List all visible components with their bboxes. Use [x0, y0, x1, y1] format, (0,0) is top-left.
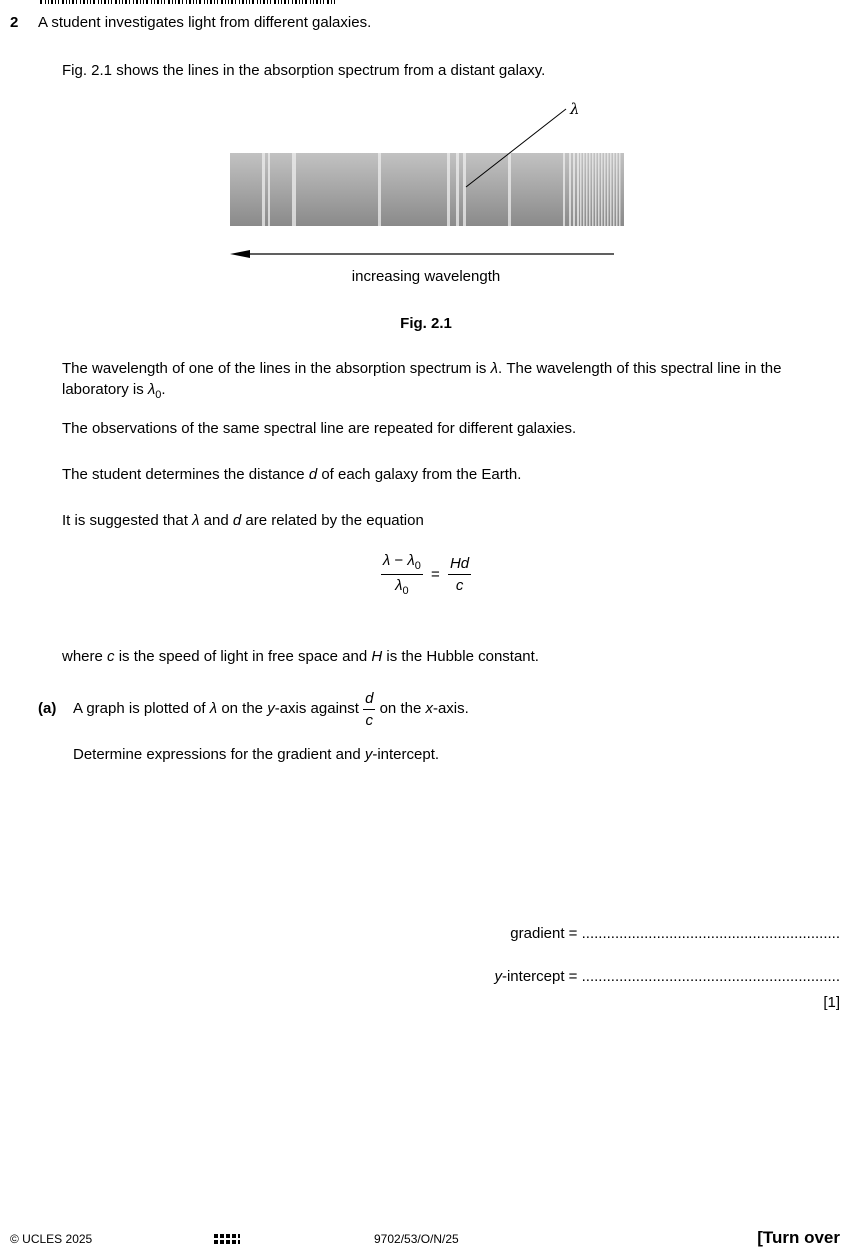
part-a-label: (a) — [38, 700, 57, 717]
gradient-dots[interactable]: .............................................................. — [581, 925, 840, 942]
question-intro: A student investigates light from different galaxies. — [38, 14, 372, 31]
spectral-line — [268, 153, 270, 226]
spectral-line — [607, 153, 609, 226]
paragraph-wavelength: The wavelength of one of the lines in the absorption spectrum is λ. The wavelength of this spectral line in the laboratory is $\lambda_0$. — [62, 360, 782, 401]
paragraph-equation-intro: It is suggested that λ and d are related by the equation — [62, 512, 424, 529]
gradient-answer-line[interactable] — [510, 925, 840, 942]
marks-indicator: [1] — [823, 994, 840, 1011]
spectral-line — [601, 153, 603, 226]
spectral-line — [613, 153, 615, 226]
wavelength-arrow-head — [230, 250, 250, 258]
equation-left-fraction: $\frac{\lambda - \lambda_0}{\lambda_0}$ — [382, 552, 421, 597]
spectral-line — [616, 153, 618, 226]
spectral-line — [447, 153, 450, 226]
spectral-line — [563, 153, 565, 226]
equation-right-fraction: $\frac{Hd}{c}$ — [449, 555, 470, 594]
figure-intro: Fig. 2.1 shows the lines in the absorption spectrum from a distant galaxy. — [62, 62, 546, 79]
footer-copyright: © UCLES 2025 — [10, 1232, 93, 1246]
footer-paper-code: 9702/53/O/N/25 — [374, 1232, 459, 1246]
part-a-statement: A graph is plotted of λ on the y-axis against $\frac{d}{c}$ on the x-axis. — [73, 689, 469, 729]
spectral-line — [292, 153, 296, 226]
spectral-line — [508, 153, 511, 226]
intercept-answer-line[interactable]: y-intercept = .............................................................. — [494, 968, 840, 985]
question-number: 2 — [10, 14, 19, 31]
spectral-line — [577, 153, 579, 226]
spectral-line — [619, 153, 621, 226]
spectral-line — [262, 153, 265, 226]
lambda-label: λ — [570, 100, 580, 118]
intercept-dots[interactable]: .............................................................. — [581, 968, 840, 985]
spectral-line — [589, 153, 591, 226]
spectral-line — [595, 153, 597, 226]
hubble-equation: $\frac{\lambda - \lambda_0}{\lambda_0}$ = $\frac{Hd}{c}$ — [382, 552, 470, 597]
header-barcode — [40, 0, 340, 4]
spectral-line — [610, 153, 612, 226]
paragraph-distance: The student determines the distance d of each galaxy from the Earth. — [62, 466, 522, 483]
spectral-line — [580, 153, 582, 226]
absorption-spectrum-figure — [0, 95, 852, 270]
d-over-c-fraction: $\frac{d}{c}$ — [365, 689, 374, 729]
footer-qr-code — [214, 1232, 240, 1244]
figure-caption: Fig. 2.1 — [400, 315, 452, 332]
spectral-line — [463, 153, 466, 226]
part-a-instruction: Determine expressions for the gradient and y-intercept. — [73, 746, 440, 763]
spectral-line — [573, 153, 575, 226]
gradient-label: gradient = — [510, 925, 582, 942]
spectral-line — [592, 153, 594, 226]
spectral-line — [604, 153, 606, 226]
spectral-line — [586, 153, 588, 226]
spectral-line — [598, 153, 600, 226]
arrow-label: increasing wavelength — [351, 268, 501, 285]
spectral-line — [583, 153, 585, 226]
footer-turn-over: [Turn over — [757, 1228, 840, 1247]
paragraph-constants: where c is the speed of light in free space and H is the Hubble constant. — [62, 648, 539, 665]
spectral-line — [569, 153, 571, 226]
paragraph-repeated: The observations of the same spectral line are repeated for different galaxies. — [62, 420, 577, 437]
spectral-line — [456, 153, 459, 226]
spectral-line — [378, 153, 381, 226]
intercept-label: -intercept = — [501, 968, 582, 985]
